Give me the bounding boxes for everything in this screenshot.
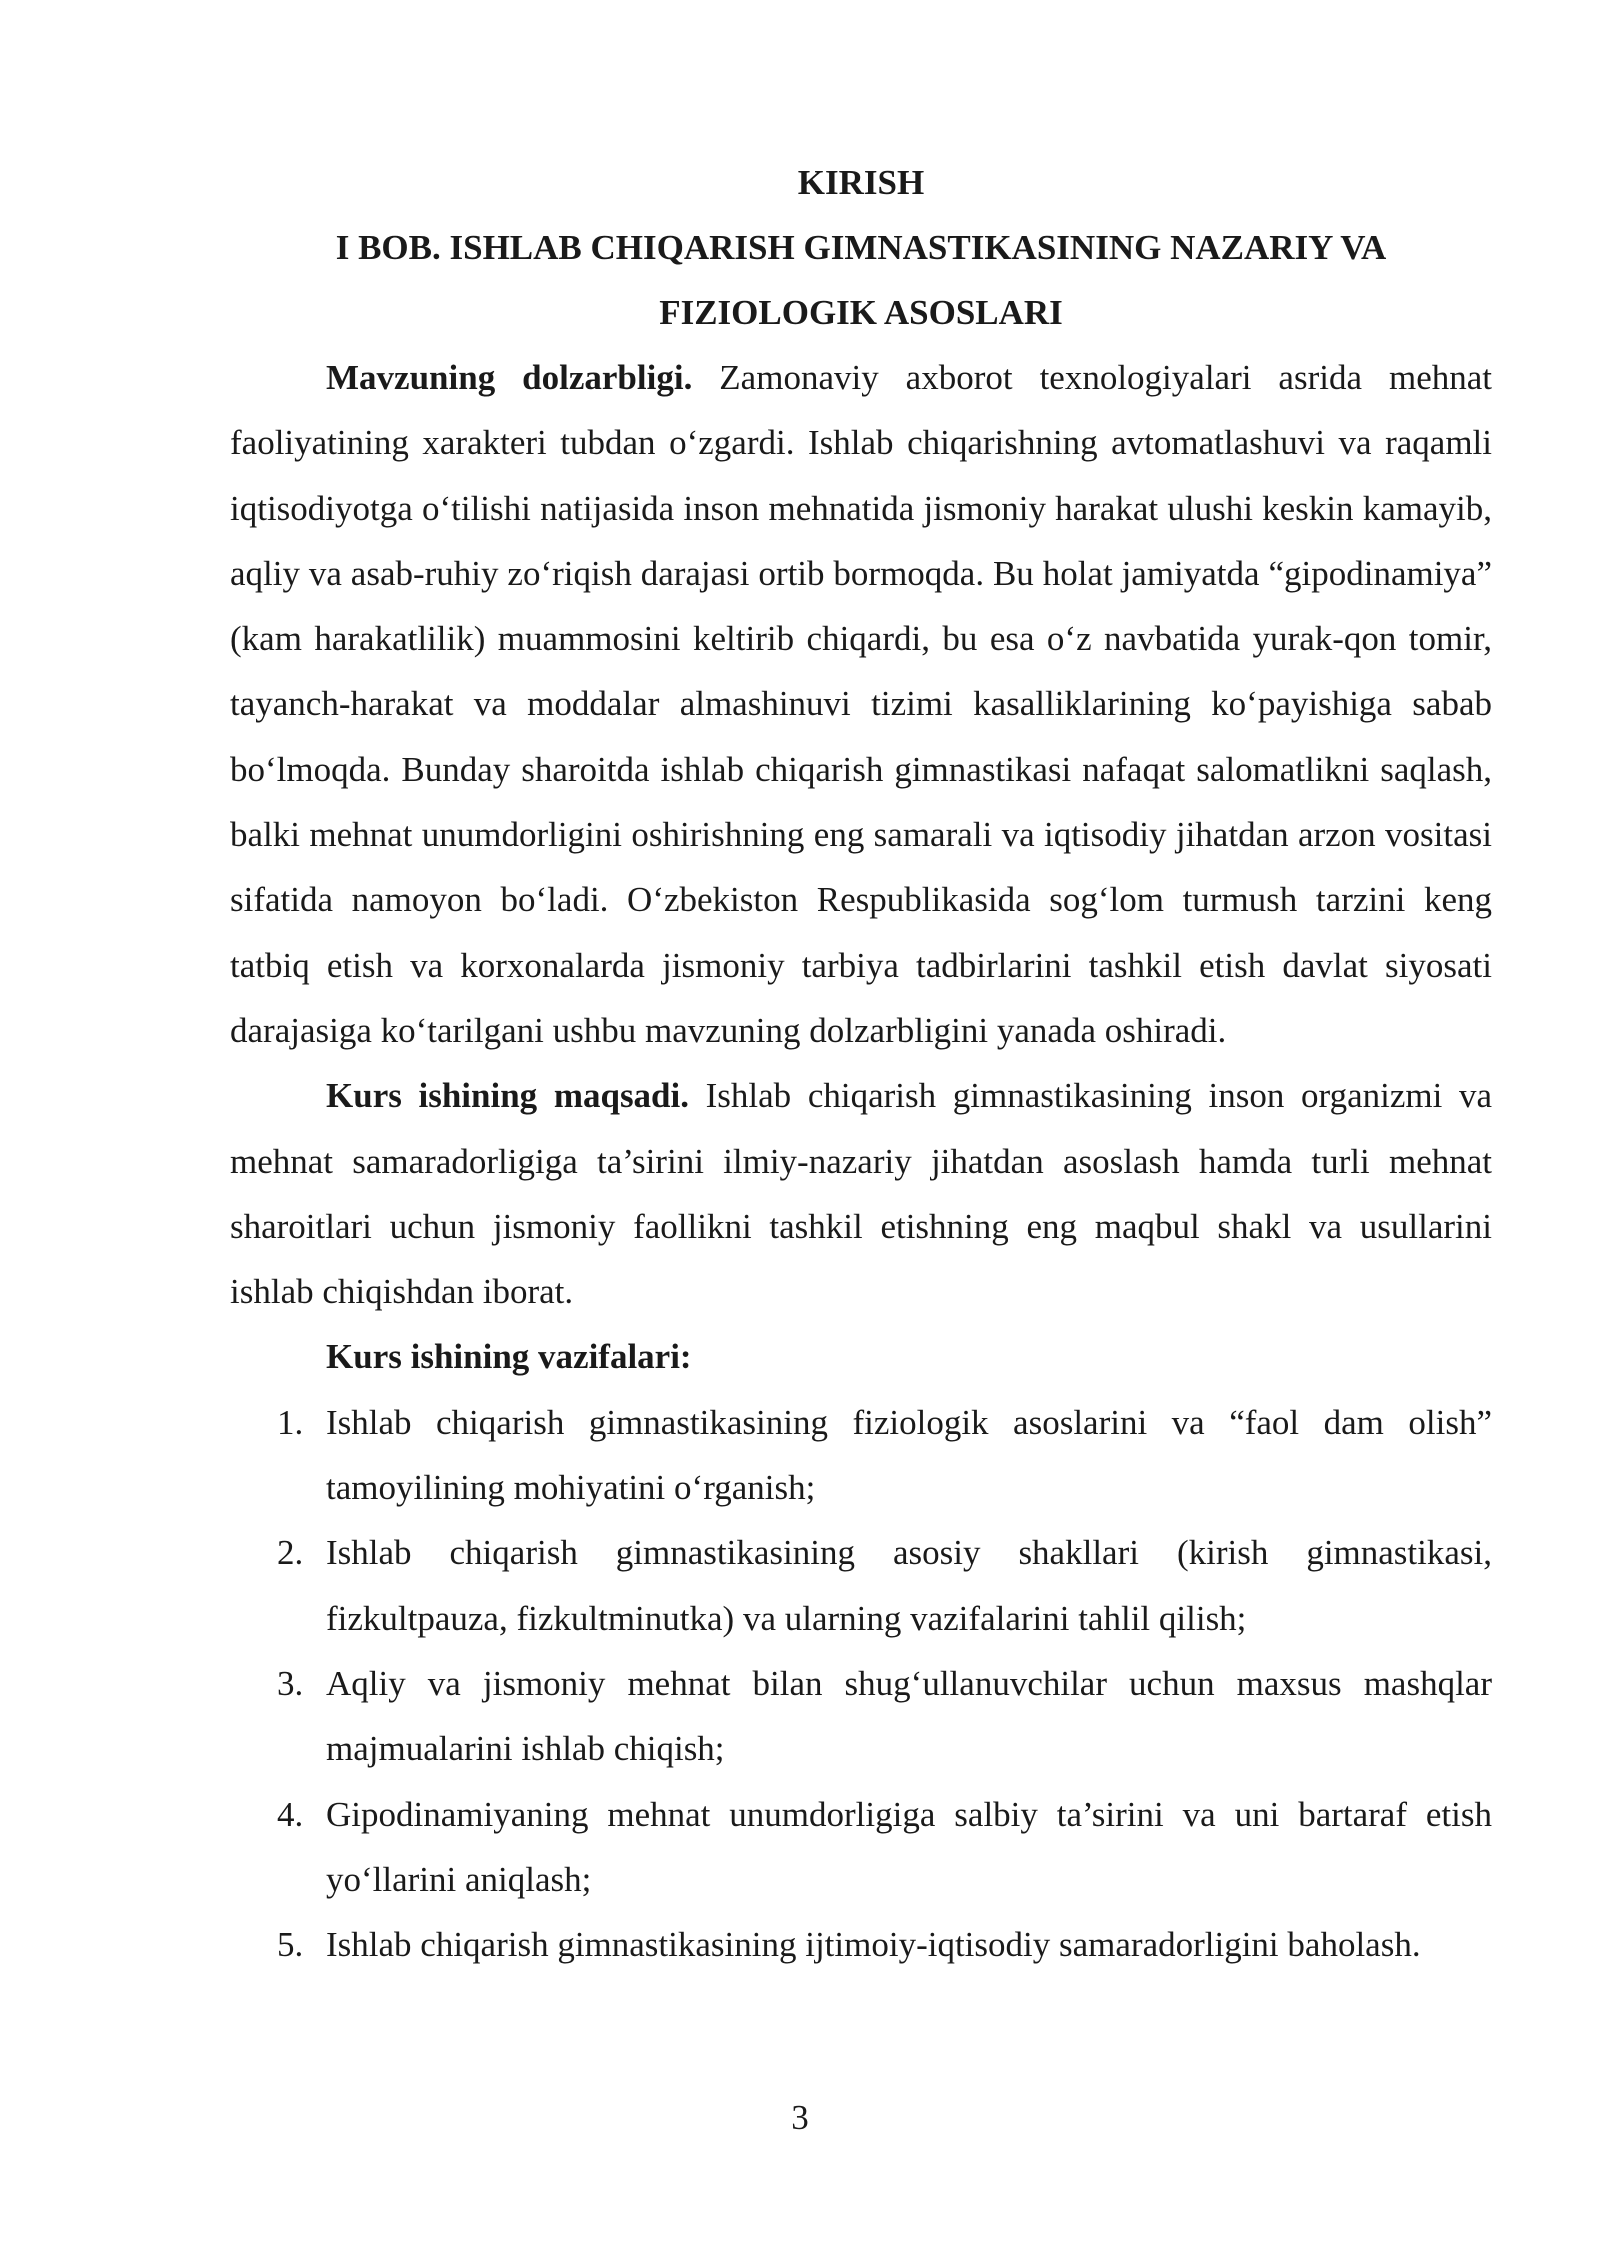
list-item: [230, 1782, 1492, 1913]
tasks-title: Kurs ishining vazifalari:: [326, 1337, 692, 1377]
list-item-number: 4.: [277, 1794, 304, 1834]
document-page: [230, 150, 1492, 1977]
list-item-number: 2.: [277, 1533, 304, 1573]
list-item: [230, 1912, 1492, 1977]
relevance-text: Zamonaviy axborot texnologiyalari asrida mehnat faoliyatining xarakteri tubdan o‘zgardi. Ishlab chiqarishning avtomatlashuvi va raqamli iqtisodiyotga o‘tilishi natijasida inson mehnatida jismoniy harakat ulushi keskin kamayib, aqliy va asab-ruhiy zo‘riqish darajasi ortib bormoqda. Bu holat jamiyatda “gipodinamiya” (kam harakatlilik) muammosini keltirib chiqardi, bu esa o‘z navbatida yurak-qon tomir, tayanch-harakat va moddalar almashinuvi tizimi kasalliklarining ko‘payishiga sabab bo‘lmoqda. Bunday sharoitda ishlab chiqarish gimnastikasi nafaqat salomatlikni saqlash, balki mehnat unumdorligini oshirishning eng samarali va iqtisodiy jihatdan arzon vositasi sifatida namoyon bo‘ladi. O‘zbekiston Respublikasida sog‘lom turmush tarzini keng tatbiq etish va korxonalarda jismoniy tarbiya tadbirlarini tashkil etish davlat siyosati darajasiga ko‘tarilgani ushbu mavzuning dolzarbligini yanada oshiradi.: [230, 358, 1493, 1050]
relevance-paragraph: [230, 345, 1492, 1063]
list-item-text: Gipodinamiyaning mehnat unumdorligiga salbiy ta’sirini va uni bartaraf etish yo‘llarini aniqlash;: [326, 1794, 1492, 1899]
goal-label: Kurs ishining maqsadi.: [326, 1076, 689, 1116]
list-item: [230, 1390, 1492, 1521]
list-item-number: 1.: [277, 1402, 304, 1442]
list-item: [230, 1520, 1492, 1651]
list-item-text: Aqliy va jismoniy mehnat bilan shug‘ullanuvchilar uchun maxsus mashqlar majmualarini ishlab chiqish;: [326, 1663, 1492, 1769]
list-item: [230, 1651, 1492, 1782]
list-item-text: Ishlab chiqarish gimnastikasining fiziologik asoslarini va “faol dam olish” tamoyilining mohiyatini o‘rganish;: [326, 1402, 1492, 1508]
goal-paragraph: [230, 1063, 1492, 1324]
goal-text: Ishlab chiqarish gimnastikasining inson organizmi va mehnat samaradorligiga ta’sirini ilmiy-nazariy jihatdan asoslash hamda turli mehnat sharoitlari uchun jismoniy faollikni tashkil etishning eng maqbul shakl va usullarini ishlab chiqishdan iborat.: [230, 1076, 1492, 1312]
list-item-text: Ishlab chiqarish gimnastikasining ijtimoiy-iqtisodiy samaradorligini baholash.: [326, 1925, 1421, 1965]
section-title: KIRISH: [797, 163, 925, 202]
page-number: 3: [791, 2098, 809, 2137]
tasks-list: [230, 1390, 1492, 1978]
relevance-label: Mavzuning dolzarbligi.: [326, 358, 693, 397]
list-item-number: 5.: [277, 1925, 304, 1965]
chapter-title-line-1: I BOB. ISHLAB CHIQARISH GIMNASTIKASINING NAZARIY VA: [335, 228, 1387, 267]
chapter-title-line-2: FIZIOLOGIK ASOSLARI: [659, 293, 1063, 332]
list-item-text: Ishlab chiqarish gimnastikasining asosiy shakllari (kirish gimnastikasi, fizkultpauza, fizkultminutka) va ularning vazifalarini tahlil qilish;: [326, 1533, 1492, 1638]
list-item-number: 3.: [277, 1663, 304, 1703]
